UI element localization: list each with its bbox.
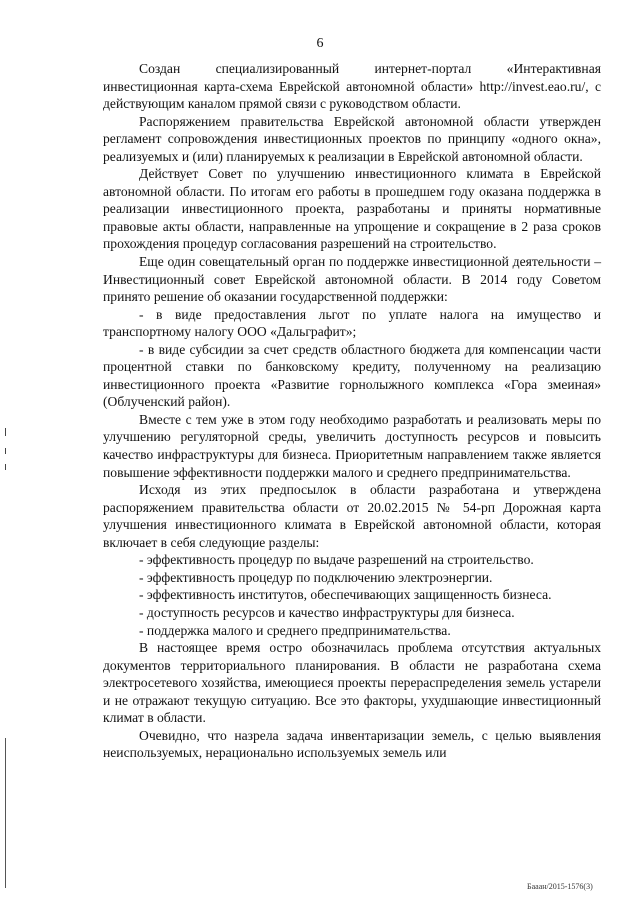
- paragraph-one-window-regulation: Распоряжением правительства Еврейской автономной области утвержден регламент сопровождения инвестиционных проектов по принципу «одного окна», реализуемых и (или) планируемых к реализации в Еврейской автономной области.: [103, 113, 601, 164]
- list-item-small-business: - поддержка малого и среднего предпринимательства.: [139, 622, 451, 638]
- paragraph-road-map: Исходя из этих предпосылок в области разработана и утверждена распоряжением правительства области от 20.02.2015 № 54-рп Дорожная карта улучшения инвестиционного климата в Еврейской автономной области, которая включает в себя следующие разделы:: [103, 482, 601, 550]
- scan-artifact-mark: [5, 428, 6, 436]
- list-item-infrastructure: - доступность ресурсов и качество инфраструктуры для бизнеса.: [139, 604, 515, 620]
- paragraph-territorial-planning: В настоящее время остро обозначилась проблема отсутствия актуальных документов территориального планирования. В области не разработана схема электросетевого хозяйства, имеющиеся проекты перераспределения земель устарели и не отражают текущую ситуацию. Все это факторы, ухудшающие инвестиционный климат в области.: [103, 640, 601, 726]
- list-item-business-protection: - эффективность институтов, обеспечивающих защищенность бизнеса.: [139, 587, 552, 603]
- list-item-electricity-connection: - эффективность процедур по подключению электроэнергии.: [139, 569, 493, 585]
- paragraph-land-inventory: Очевидно, что назрела задача инвентаризации земель, с целью выявления неиспользуемых, нерационально используемых земель или: [103, 727, 601, 761]
- paragraph-investment-portal: Создан специализированный интернет-портал «Интерактивная инвестиционная карта-схема Еврейской автономной области» http://invest.eao.ru/, с действующим каналом прямой связи с руководством области.: [103, 61, 601, 112]
- document-body: [103, 60, 601, 762]
- scan-artifact-line: [5, 738, 6, 888]
- paragraph-regulatory-environment: Вместе с тем уже в этом году необходимо разработать и реализовать меры по улучшению регуляторной среды, увеличить доступность ресурсов и повысить качество инфраструктуры для бизнеса. Приоритетным направлением также является повышение эффективности поддержки малого и среднего предпринимательства.: [103, 411, 601, 480]
- paragraph-investment-climate-council: Действует Совет по улучшению инвестиционного климата в Еврейской автономной области. По итогам его работы в прошедшем году оказана поддержка в реализации инвестиционного проекта, разработаны и приняты нормативные правовые акты области, направленные на упрощение и сокращение в 2 раза сроков прохождения процедур согласования разрешений на строительство.: [103, 166, 601, 252]
- list-item-subsidy: - в виде субсидии за счет средств областного бюджета для компенсации части процентной ставки по банковскому кредиту, полученному на реализацию инвестиционного проекта «Развитие горнолыжного комплекса «Гора змеиная» (Облученский район).: [103, 341, 601, 410]
- scan-artifact-mark: [5, 448, 6, 454]
- footer-document-code: Бааан/2015-1576(3): [527, 882, 593, 891]
- scan-artifact-mark: [5, 464, 6, 470]
- page-number: 6: [316, 36, 324, 51]
- paragraph-investment-council: Еще один совещательный орган по поддержке инвестиционной деятельности – Инвестиционный совет Еврейской автономной области. В 2014 году Советом принято решение об оказании государственной поддержки:: [103, 254, 601, 305]
- list-item-tax-benefits: - в виде предоставления льгот по уплате налога на имущество и транспортному налогу ООО «Дальграфит»;: [103, 306, 601, 340]
- list-item-construction-permits: - эффективность процедур по выдаче разрешений на строительство.: [139, 552, 534, 568]
